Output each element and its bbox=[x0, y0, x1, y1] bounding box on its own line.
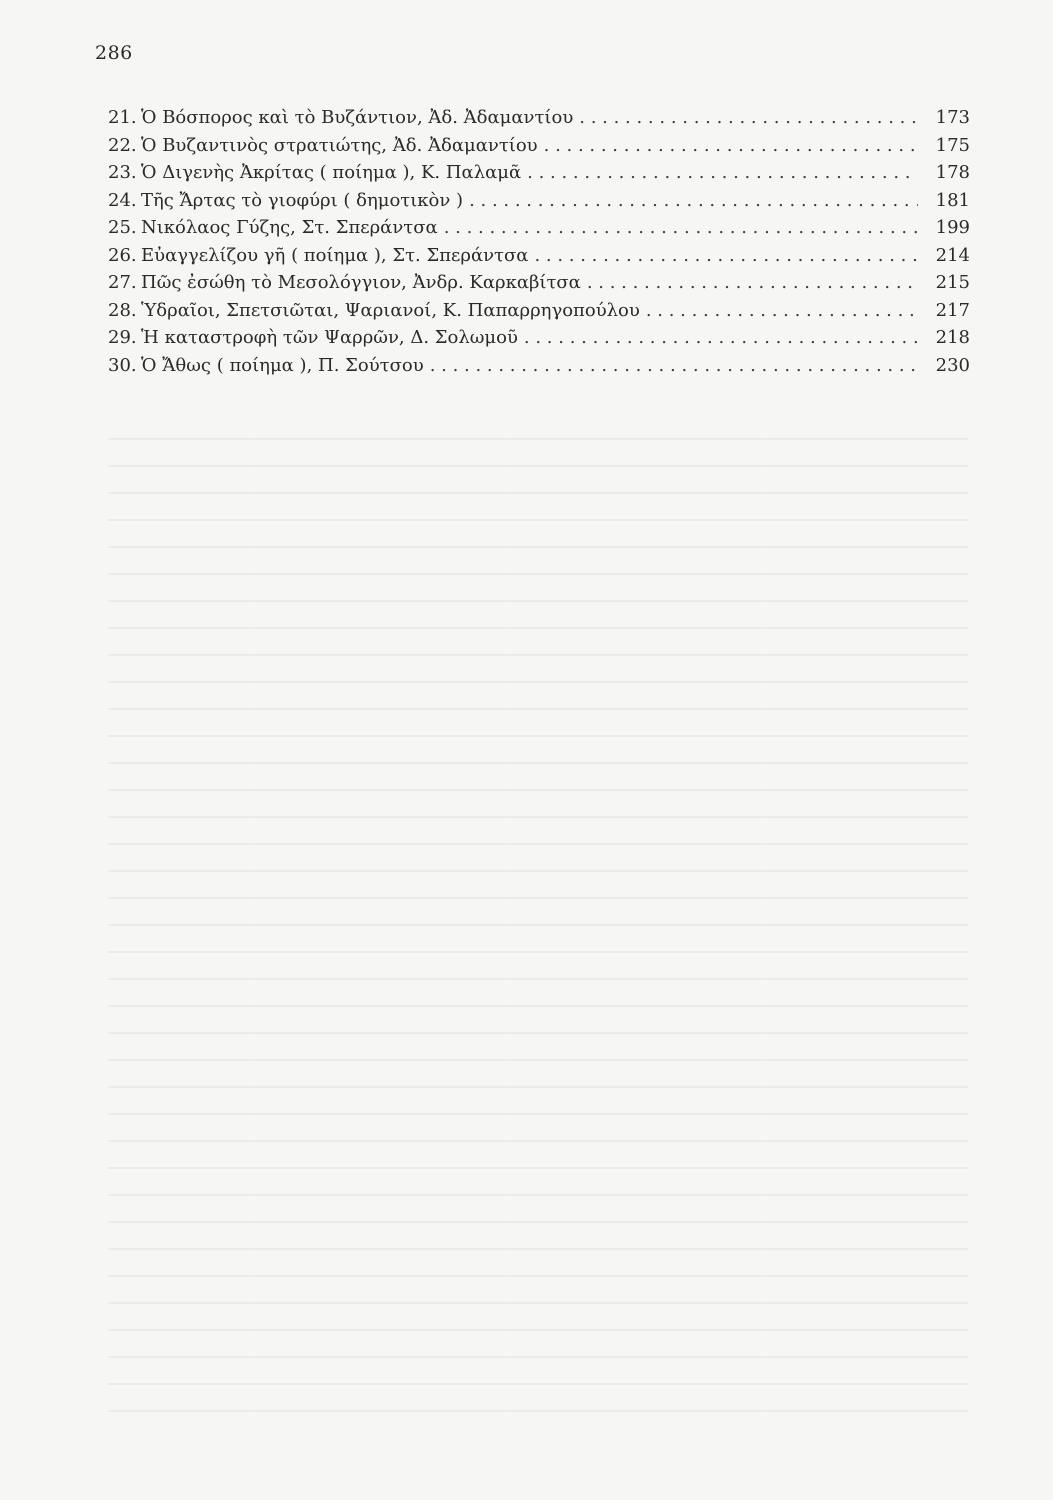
entry-title: Ἡ καταστροφὴ τῶν Ψαρρῶν, Δ. Σολωμοῦ bbox=[141, 327, 518, 348]
entry-number: 30. bbox=[108, 354, 137, 376]
entry-title: Ὑδραῖοι, Σπετσιῶται, Ψαριανοί, Κ. Παπαρρηγοπούλου bbox=[141, 299, 640, 321]
toc-entry bbox=[108, 132, 970, 160]
entry-number: 27. bbox=[108, 272, 137, 293]
entry-number: 25. bbox=[108, 217, 137, 238]
dot-leader bbox=[430, 352, 918, 380]
entry-page: 214 bbox=[935, 244, 970, 266]
entry-page: 178 bbox=[935, 162, 970, 183]
dot-leader bbox=[534, 242, 918, 270]
toc-entry bbox=[108, 159, 970, 187]
dot-leader bbox=[469, 187, 918, 215]
show-through-text bbox=[108, 420, 968, 1420]
dot-leader bbox=[646, 297, 918, 325]
entry-title: Ὁ Βόσπορος καὶ τὸ Βυζάντιον, Ἀδ. Ἀδαμαντίου bbox=[141, 107, 574, 128]
toc-entry bbox=[108, 269, 970, 297]
toc-entry bbox=[108, 187, 970, 215]
entry-title: Ὁ Ἄθως ( ποίημα ), Π. Σούτσου bbox=[141, 354, 424, 376]
dot-leader bbox=[527, 159, 918, 187]
entry-title: Πῶς ἐσώθη τὸ Μεσολόγγιον, Ἀνδρ. Καρκαβίτσα bbox=[141, 272, 581, 293]
entry-title: Ὁ Διγενὴς Ἀκρίτας ( ποίημα ), Κ. Παλαμᾶ bbox=[141, 162, 522, 183]
entry-number: 28. bbox=[108, 299, 137, 321]
entry-number: 29. bbox=[108, 327, 137, 348]
toc-entry bbox=[108, 214, 970, 242]
entry-number: 21. bbox=[108, 107, 137, 128]
toc-entry bbox=[108, 352, 970, 380]
entry-page: 199 bbox=[935, 217, 970, 238]
toc-entry bbox=[108, 297, 970, 325]
dot-leader bbox=[579, 104, 918, 132]
entry-number: 26. bbox=[108, 244, 137, 266]
toc-entry bbox=[108, 242, 970, 270]
dot-leader bbox=[444, 214, 918, 242]
entry-page: 173 bbox=[935, 107, 970, 128]
dot-leader bbox=[544, 132, 918, 160]
dot-leader bbox=[587, 269, 918, 297]
toc-entry bbox=[108, 324, 970, 352]
toc-entry bbox=[108, 104, 970, 132]
table-of-contents bbox=[108, 104, 970, 379]
entry-number: 24. bbox=[108, 189, 137, 211]
entry-number: 23. bbox=[108, 162, 137, 183]
dot-leader bbox=[524, 324, 918, 352]
entry-number: 22. bbox=[108, 134, 137, 156]
entry-page: 230 bbox=[935, 354, 970, 376]
entry-title: Ὁ Βυζαντινὸς στρατιώτης, Ἀδ. Ἀδαμαντίου bbox=[141, 134, 538, 156]
entry-title: Τῆς Ἄρτας τὸ γιοφύρι ( δημοτικὸν ) bbox=[141, 189, 464, 211]
entry-page: 215 bbox=[935, 272, 970, 293]
page-number: 286 bbox=[95, 42, 133, 64]
entry-page: 181 bbox=[935, 189, 970, 211]
entry-page: 175 bbox=[935, 134, 970, 156]
entry-page: 217 bbox=[935, 299, 970, 321]
entry-title: Νικόλαος Γύζης, Στ. Σπεράντσα bbox=[141, 217, 438, 238]
entry-title: Εὐαγγελίζου γῆ ( ποίημα ), Στ. Σπεράντσα bbox=[141, 244, 529, 266]
entry-page: 218 bbox=[935, 327, 970, 348]
